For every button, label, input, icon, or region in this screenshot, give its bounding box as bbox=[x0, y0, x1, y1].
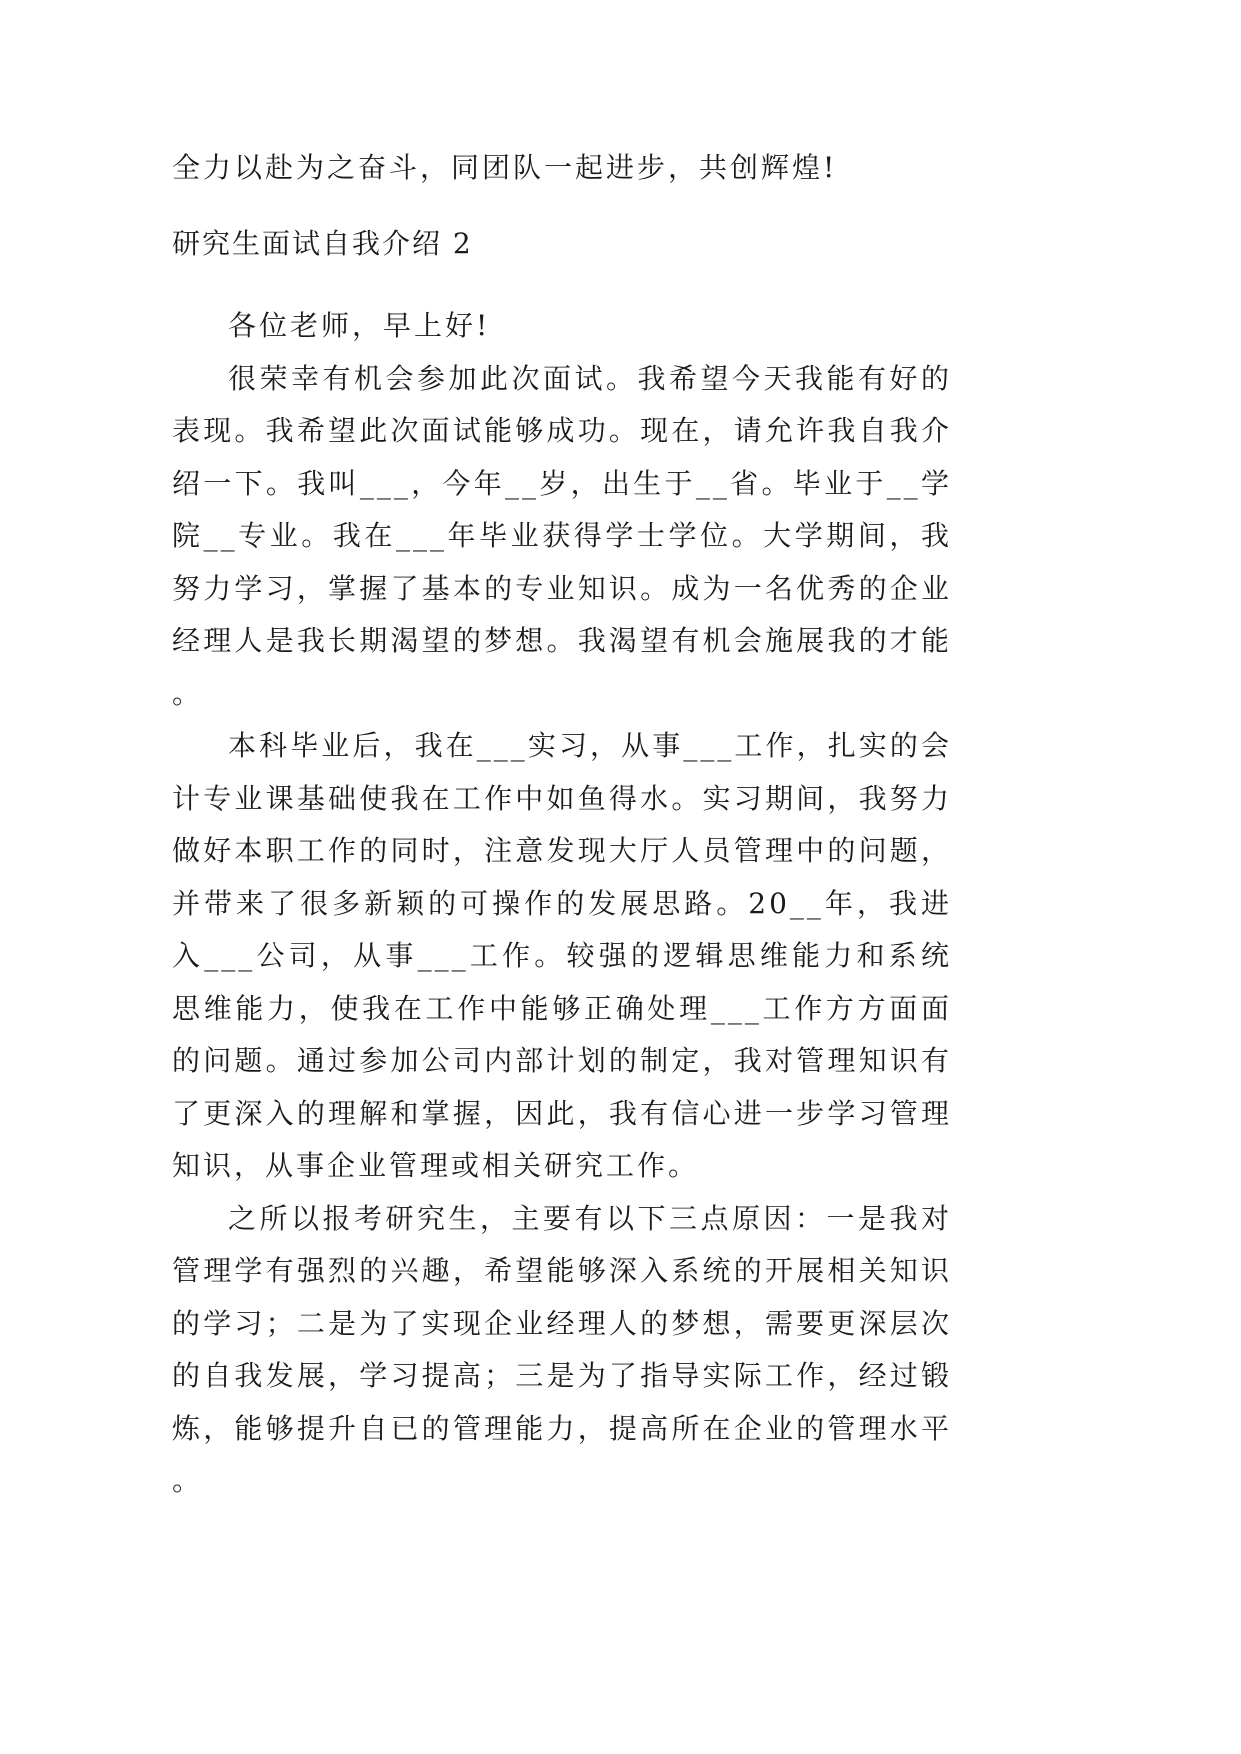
paragraph-introduction: 很荣幸有机会参加此次面试。我希望今天我能有好的表现。我希望此次面试能够成功。现在，请允许我自我介绍一下。我叫___，今年__岁，出生于__省。毕业于__学院__专业。我在___年毕业获得学士学位。大学期间，我努力学习，掌握了基本的专业知识。成为一名优秀的企业经理人是我长期渴望的梦想。我渴望有机会施展我的才能。 bbox=[172, 361, 952, 710]
document-body bbox=[172, 300, 952, 1508]
section-heading: 研究生面试自我介绍 2 bbox=[172, 227, 473, 260]
paragraph-greeting: 各位老师，早上好! bbox=[228, 309, 491, 342]
paragraph-work-experience: 本科毕业后，我在___实习，从事___工作，扎实的会计专业课基础使我在工作中如鱼得水。实习期间，我努力做好本职工作的同时，注意发现大厅人员管理中的问题，并带来了很多新颖的可操作的发展思路。20__年，我进入___公司，从事___工作。较强的逻辑思维能力和系统思维能力，使我在工作中能够正确处理___工作方方面面的问题。通过参加公司内部计划的制定，我对管理知识有了更深入的理解和掌握，因此，我有信心进一步学习管理知识，从事企业管理或相关研究工作。 bbox=[172, 729, 952, 1182]
continued-text-line: 全力以赴为之奋斗，同团队一起进步，共创辉煌! bbox=[172, 151, 838, 184]
paragraph-reasons: 之所以报考研究生，主要有以下三点原因：一是我对管理学有强烈的兴趣，希望能够深入系统的开展相关知识的学习；二是为了实现企业经理人的梦想，需要更深层次的自我发展，学习提高；三是为了指导实际工作，经过锻炼，能够提升自已的管理能力，提高所在企业的管理水平。 bbox=[172, 1201, 952, 1497]
